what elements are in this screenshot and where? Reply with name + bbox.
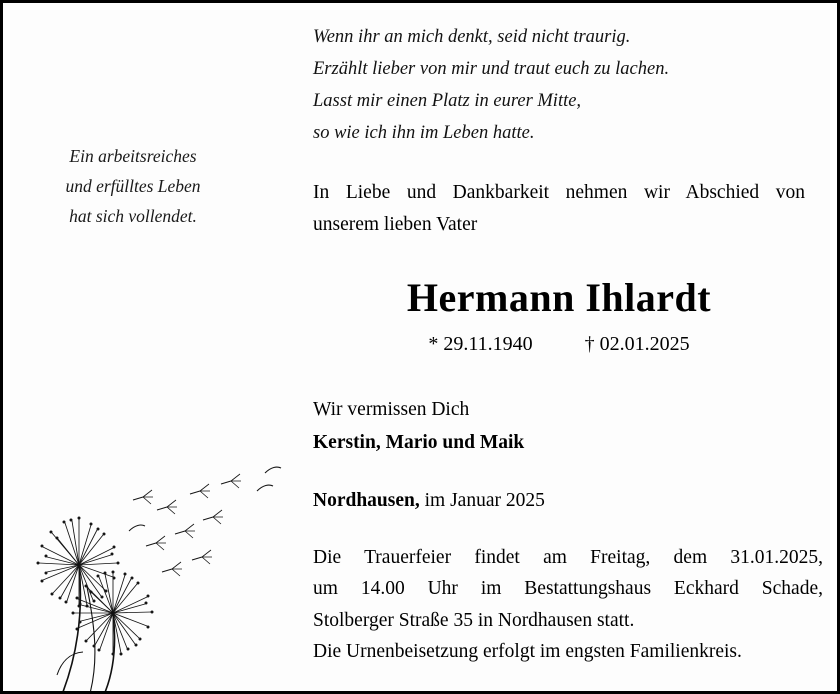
missing-line: Wir vermissen Dich xyxy=(313,399,470,421)
left-verse-line-1: Ein arbeitsreiches xyxy=(69,146,197,166)
left-verse-line-3: hat sich vollendet. xyxy=(69,206,197,227)
right-column xyxy=(313,3,823,691)
place-and-date xyxy=(313,485,813,516)
ceremony-line-3: Stolberger Straße 35 in Nordhausen statt. xyxy=(313,609,635,631)
ceremony-details xyxy=(313,542,823,668)
life-dates xyxy=(313,333,805,356)
place-city: Nordhausen, xyxy=(313,489,420,511)
ceremony-line-1: Die Trauerfeier findet am Freitag, dem 31.01.2025, xyxy=(313,546,823,568)
poem-line-1: Wenn ihr an mich denkt, seid nicht traurig. xyxy=(313,27,631,47)
ceremony-line-2: um 14.00 Uhr im Bestattungshaus Eckhard Schade, xyxy=(313,578,823,600)
ceremony-line-4: Die Urnenbeisetzung erfolgt im engsten Familienkreis. xyxy=(313,641,742,663)
obituary-inner xyxy=(3,3,837,691)
deceased-name: Hermann Ihlardt xyxy=(406,275,712,321)
signers: Kerstin, Mario und Maik xyxy=(313,432,525,454)
place-date: im Januar 2025 xyxy=(419,489,545,511)
poem-line-2: Erzählt lieber von mir und traut euch zu lachen. xyxy=(313,59,670,79)
left-verse-line-2: und erfülltes Leben xyxy=(65,176,201,197)
farewell-line-1: In Liebe und Dankbarkeit nehmen wir Abschied von xyxy=(313,182,805,203)
birth-date: 29.11.1940 xyxy=(443,333,533,356)
poem xyxy=(313,21,817,149)
dandelion-icon xyxy=(17,447,307,694)
poem-line-4: so wie ich ihn im Leben hatte. xyxy=(313,123,535,143)
death-symbol: † xyxy=(584,333,595,356)
left-verse xyxy=(3,141,263,231)
farewell-text xyxy=(313,177,805,240)
birth-symbol: * xyxy=(428,333,439,356)
poem-line-3: Lasst mir einen Platz in eurer Mitte, xyxy=(313,91,582,111)
left-column xyxy=(3,3,303,691)
death-date: 02.01.2025 xyxy=(599,333,690,356)
farewell-line-2: unserem lieben Vater xyxy=(313,213,478,235)
